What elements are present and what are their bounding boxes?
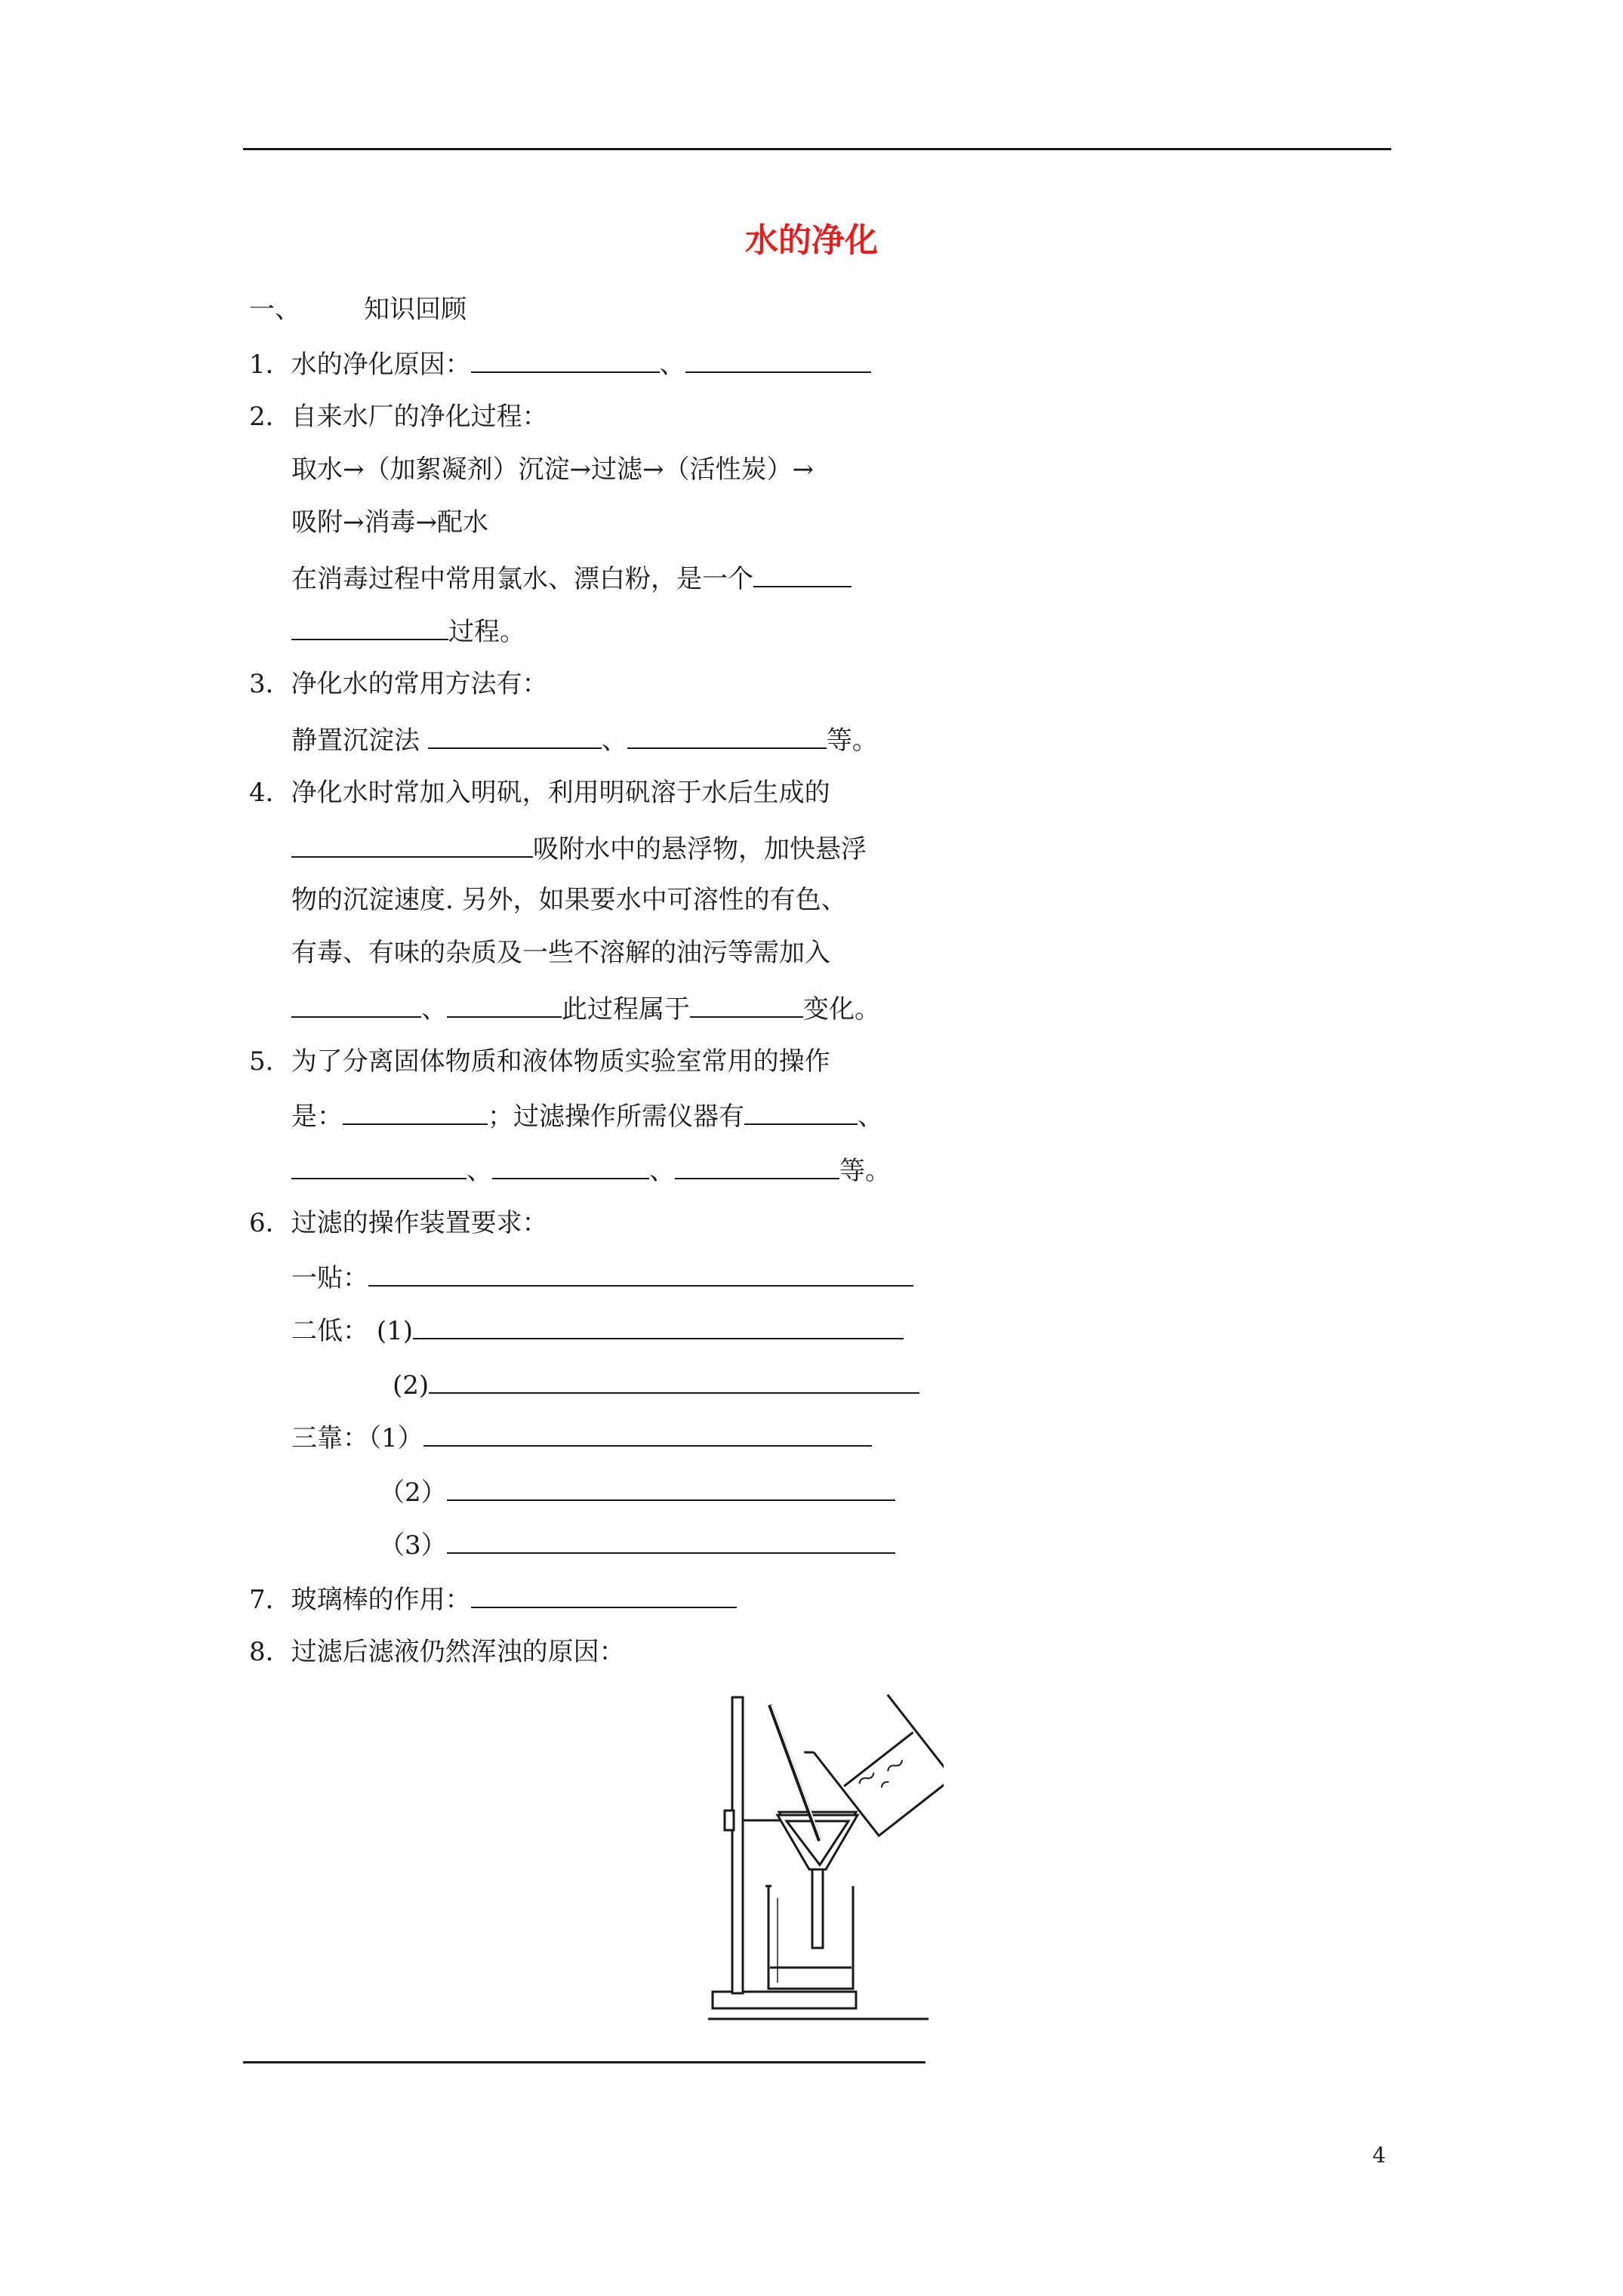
two-low-item-2: (2) [393, 1370, 430, 1401]
answer-blank[interactable] [627, 720, 827, 749]
answer-blank[interactable] [291, 1151, 467, 1179]
separator: 、 [421, 994, 447, 1025]
method-settling: 静置沉淀法 [291, 726, 420, 756]
question-4-text: 4．净化水时常加入明矾，利用明矾溶于水后生成的 [249, 778, 830, 808]
answer-blank[interactable] [423, 1418, 872, 1447]
answer-blank[interactable] [291, 989, 421, 1018]
answer-blank[interactable] [291, 829, 533, 858]
three-lean-item-2: （2） [379, 1478, 447, 1508]
three-lean-row-1 [291, 1418, 872, 1456]
question-8-text: 8．过滤后滤液仍然浑浊的原因： [249, 1637, 625, 1667]
answer-blank[interactable] [447, 1525, 895, 1554]
answer-blank[interactable] [685, 344, 871, 373]
question-5-text: 5．为了分离固体物质和液体物质实验室常用的操作 [249, 1046, 830, 1077]
question-2-end-text: 过程。 [448, 617, 525, 647]
question-4-line-5-mid: 此过程属于 [562, 994, 690, 1025]
header-rule [243, 148, 1391, 150]
answer-blank[interactable] [675, 1151, 839, 1179]
question-3-end: 等。 [826, 726, 878, 756]
question-4-line-2-text: 吸附水中的悬浮物，加快悬浮 [533, 834, 867, 864]
question-6-text: 6．过滤的操作装置要求： [249, 1208, 548, 1238]
one-stick-label: 一贴： [291, 1263, 368, 1293]
question-5-line-2 [291, 1096, 883, 1135]
answer-blank[interactable] [447, 989, 562, 1018]
answer-blank[interactable] [447, 1472, 895, 1501]
page-number: 4 [1372, 2143, 1386, 2168]
two-low-row-1 [291, 1311, 904, 1349]
section-heading: 知识回顾 [364, 294, 467, 325]
answer-blank[interactable] [413, 1311, 904, 1339]
filtration-apparatus-icon [702, 1682, 944, 2029]
question-7 [249, 1579, 737, 1618]
answer-blank[interactable] [744, 1096, 858, 1125]
question-2-disinfect-line [291, 559, 852, 597]
question-5-line-3 [291, 1151, 891, 1189]
one-stick-row [291, 1258, 913, 1296]
answer-blank[interactable] [343, 1096, 488, 1125]
question-1-text: 1．水的净化原因： [249, 350, 471, 380]
question-4-line-2 [291, 829, 867, 868]
question-4-line-5 [291, 989, 880, 1028]
three-lean-item-3: （3） [379, 1530, 447, 1561]
question-4-line-4: 有毒、有味的杂质及一些不溶解的油污等需加入 [291, 938, 830, 968]
separator: 、 [649, 1156, 675, 1186]
question-5-line-2-start: 是： [291, 1102, 343, 1132]
three-lean-row-2 [379, 1472, 895, 1511]
question-4-line-5-end: 变化。 [803, 994, 880, 1025]
separator: 、 [659, 350, 685, 380]
question-1 [249, 344, 871, 383]
question-2-text: 2．自来水厂的净化过程： [249, 402, 548, 432]
question-2-disinfect-text: 在消毒过程中常用氯水、漂白粉，是一个 [291, 564, 753, 594]
separator: 、 [467, 1156, 492, 1186]
answer-blank[interactable] [428, 720, 602, 749]
question-5-line-2-mid: ；过滤操作所需仪器有 [488, 1102, 744, 1132]
question-2-process-line-2: 吸附→消毒→配水 [291, 507, 488, 538]
two-low-row-2 [393, 1365, 919, 1404]
question-4-line-3: 物的沉淀速度. 另外，如果要水中可溶性的有色、 [291, 885, 847, 915]
footer-rule [243, 2061, 925, 2063]
question-3-text: 3．净化水的常用方法有： [249, 669, 548, 699]
answer-blank[interactable] [429, 1365, 919, 1394]
answer-blank[interactable] [471, 344, 660, 373]
three-lean-label: 三靠： [291, 1423, 368, 1453]
question-5-end: 等。 [839, 1156, 891, 1186]
three-lean-item-1: （1） [368, 1423, 423, 1453]
two-low-item-1: (1) [376, 1316, 413, 1346]
question-3-methods [291, 720, 878, 759]
answer-blank[interactable] [368, 1258, 913, 1287]
section-number: 一、 [249, 294, 300, 325]
question-2-continued [291, 612, 525, 650]
answer-blank[interactable] [471, 1579, 737, 1608]
two-low-label: 二低： [291, 1316, 368, 1346]
answer-blank[interactable] [753, 559, 852, 587]
three-lean-row-3 [379, 1525, 895, 1564]
separator: 、 [601, 726, 627, 756]
question-2-process-line-1: 取水→（加絮凝剂）沉淀→过滤→（活性炭）→ [291, 455, 814, 485]
question-7-text: 7．玻璃棒的作用： [249, 1585, 471, 1615]
answer-blank[interactable] [492, 1151, 649, 1179]
page-title: 水的净化 [745, 221, 878, 260]
answer-blank[interactable] [690, 989, 803, 1018]
separator: 、 [858, 1102, 883, 1132]
answer-blank[interactable] [291, 612, 448, 640]
